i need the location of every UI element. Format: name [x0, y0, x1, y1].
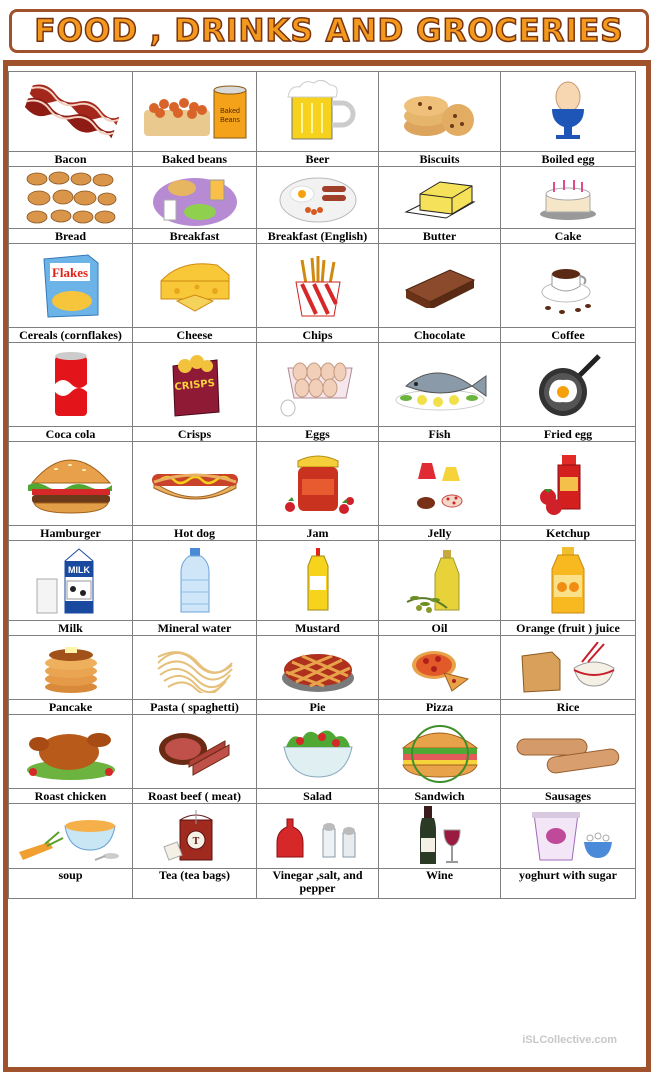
label-row	[9, 789, 636, 804]
word-label: Rice	[501, 700, 636, 715]
bread-picture	[9, 167, 133, 229]
sandwich-icon	[399, 720, 481, 784]
pizza-picture	[379, 636, 501, 700]
roast-chicken-picture	[9, 715, 133, 789]
label-row	[9, 621, 636, 636]
chocolate-bar-icon	[402, 264, 478, 308]
hot-dog-picture	[133, 442, 257, 526]
english-breakfast-picture	[257, 167, 379, 229]
coca-cola-picture	[9, 343, 133, 427]
roast-beef-picture	[133, 715, 257, 789]
word-label: Milk	[9, 621, 133, 636]
word-label: Bacon	[9, 152, 133, 167]
roast-chicken-icon	[23, 722, 119, 782]
ketchup-bottle-icon	[538, 451, 598, 517]
jelly-picture	[379, 442, 501, 526]
jam-picture	[257, 442, 379, 526]
word-label: Salad	[257, 789, 379, 804]
word-label: Biscuits	[379, 152, 501, 167]
fish-picture	[379, 343, 501, 427]
picture-row	[9, 167, 636, 229]
word-label: Pie	[257, 700, 379, 715]
boiled-egg-picture	[501, 72, 636, 152]
bacon-picture	[9, 72, 133, 152]
word-label: Roast beef ( meat)	[133, 789, 257, 804]
hamburger-picture	[9, 442, 133, 526]
pizza-icon	[408, 643, 472, 693]
picture-row	[9, 636, 636, 700]
wine-bottle-icon	[418, 804, 462, 868]
biscuits-picture	[379, 72, 501, 152]
yoghurt-icon	[520, 806, 616, 866]
chips-icon	[288, 254, 348, 318]
word-label: Cheese	[133, 328, 257, 343]
word-label: Jam	[257, 526, 379, 541]
word-label: Pancake	[9, 700, 133, 715]
butter-picture	[379, 167, 501, 229]
word-label: Pasta ( spaghetti)	[133, 700, 257, 715]
word-label: Bread	[9, 229, 133, 244]
word-label: Orange (fruit ) juice	[501, 621, 636, 636]
crisps-picture	[133, 343, 257, 427]
bacon-icon	[21, 82, 121, 142]
egg-carton-icon	[278, 352, 358, 418]
word-label: Chocolate	[379, 328, 501, 343]
milk-picture	[9, 541, 133, 621]
breakfast-icon	[150, 168, 240, 228]
word-label: Butter	[379, 229, 501, 244]
word-label: Mineral water	[133, 621, 257, 636]
rice-picture	[501, 636, 636, 700]
cereal-box-icon	[36, 251, 106, 321]
juice-bottle-icon	[546, 545, 590, 617]
beer-mug-icon	[278, 79, 358, 145]
mustard-bottle-icon	[298, 546, 338, 616]
cake-icon	[538, 174, 598, 222]
milk-icon	[31, 547, 111, 615]
word-label: Sandwich	[379, 789, 501, 804]
soup-bowl-icon	[15, 808, 127, 864]
butter-icon	[400, 170, 480, 226]
pancake-picture	[9, 636, 133, 700]
carton-label: MILK	[67, 564, 90, 575]
sandwich-picture	[379, 715, 501, 789]
hamburger-icon	[26, 453, 116, 515]
spaghetti-icon	[154, 643, 236, 693]
cereals-picture	[9, 244, 133, 328]
label-row	[9, 700, 636, 715]
ketchup-picture	[501, 442, 636, 526]
bread-icon	[23, 169, 119, 227]
word-label: Beer	[257, 152, 379, 167]
condiments-icon	[273, 811, 363, 861]
frying-pan-icon	[533, 352, 603, 418]
word-label: Pizza	[379, 700, 501, 715]
hot-dog-icon	[150, 462, 240, 506]
word-label: Chips	[257, 328, 379, 343]
water-bottle-icon	[175, 546, 215, 616]
word-label: soup	[9, 869, 133, 899]
word-label: Cake	[501, 229, 636, 244]
fried-egg-picture	[501, 343, 636, 427]
english-breakfast-icon	[278, 170, 358, 226]
fish-icon	[392, 356, 488, 414]
word-label: Eggs	[257, 427, 379, 442]
word-label: Mustard	[257, 621, 379, 636]
pie-picture	[257, 636, 379, 700]
eggs-picture	[257, 343, 379, 427]
tea-picture	[133, 804, 257, 869]
oil-bottle-icon	[405, 546, 475, 616]
word-label: Boiled egg	[501, 152, 636, 167]
word-label: Sausages	[501, 789, 636, 804]
word-label: Cereals (cornflakes)	[9, 328, 133, 343]
sausages-icon	[513, 727, 623, 777]
word-label: Hamburger	[9, 526, 133, 541]
label-row	[9, 229, 636, 244]
cheese-picture	[133, 244, 257, 328]
tea-bags-icon	[160, 806, 230, 866]
site-credit: iSLCollective.com	[522, 1034, 617, 1046]
word-label: Baked beans	[133, 152, 257, 167]
picture-row	[9, 343, 636, 427]
coffee-cup-icon	[538, 254, 598, 318]
roast-beef-icon	[155, 727, 235, 777]
word-label: Breakfast	[133, 229, 257, 244]
cake-picture	[501, 167, 636, 229]
word-label: Crisps	[133, 427, 257, 442]
word-label: Coca cola	[9, 427, 133, 442]
pancake-icon	[41, 641, 101, 695]
breakfast-picture	[133, 167, 257, 229]
picture-row	[9, 244, 636, 328]
label-row	[9, 869, 636, 899]
word-label: Breakfast (English)	[257, 229, 379, 244]
mineral-water-picture	[133, 541, 257, 621]
word-label: Oil	[379, 621, 501, 636]
chips-picture	[257, 244, 379, 328]
bag-label: CRISPS	[173, 377, 215, 393]
word-label: yoghurt with sugar	[501, 869, 636, 899]
baked-beans-icon	[140, 80, 250, 144]
picture-row	[9, 72, 636, 152]
jelly-icon	[410, 453, 470, 515]
tea-tag-label: T	[192, 836, 199, 847]
oil-picture	[379, 541, 501, 621]
word-label: Vinegar ,salt, and pepper	[257, 869, 379, 899]
biscuits-icon	[400, 82, 480, 142]
word-label: Jelly	[379, 526, 501, 541]
mustard-picture	[257, 541, 379, 621]
word-label: Roast chicken	[9, 789, 133, 804]
picture-row	[9, 804, 636, 869]
cheese-icon	[157, 257, 233, 315]
vinegar-salt-pepper-picture	[257, 804, 379, 869]
word-label: Fish	[379, 427, 501, 442]
word-label: Hot dog	[133, 526, 257, 541]
yoghurt-picture	[501, 804, 636, 869]
salad-picture	[257, 715, 379, 789]
baked-beans-picture	[133, 72, 257, 152]
vocabulary-grid	[8, 71, 636, 899]
orange-juice-picture	[501, 541, 636, 621]
word-label: Tea (tea bags)	[133, 869, 257, 899]
salad-bowl-icon	[278, 721, 358, 783]
soup-picture	[9, 804, 133, 869]
word-label: Fried egg	[501, 427, 636, 442]
box-label: Flakes	[51, 264, 88, 280]
cola-can-icon	[51, 350, 91, 420]
crisps-bag-icon	[167, 352, 223, 418]
pie-icon	[280, 642, 356, 694]
can-label: Baked	[219, 107, 240, 115]
picture-row	[9, 541, 636, 621]
boiled-egg-icon	[538, 79, 598, 145]
title-banner	[9, 9, 649, 53]
word-label: Ketchup	[501, 526, 636, 541]
word-label: Coffee	[501, 328, 636, 343]
label-row	[9, 526, 636, 541]
picture-row	[9, 442, 636, 526]
beer-picture	[257, 72, 379, 152]
label-row	[9, 328, 636, 343]
jam-jar-icon	[280, 451, 356, 517]
chocolate-picture	[379, 244, 501, 328]
pasta-picture	[133, 636, 257, 700]
coffee-picture	[501, 244, 636, 328]
word-label: Wine	[379, 869, 501, 899]
label-row	[9, 427, 636, 442]
rice-icon	[518, 642, 618, 694]
page-title: FOOD , DRINKS AND GROCERIES	[34, 13, 624, 49]
svg-text:Beans: Beans	[219, 116, 240, 124]
label-row	[9, 152, 636, 167]
picture-row	[9, 715, 636, 789]
wine-picture	[379, 804, 501, 869]
sausages-picture	[501, 715, 636, 789]
